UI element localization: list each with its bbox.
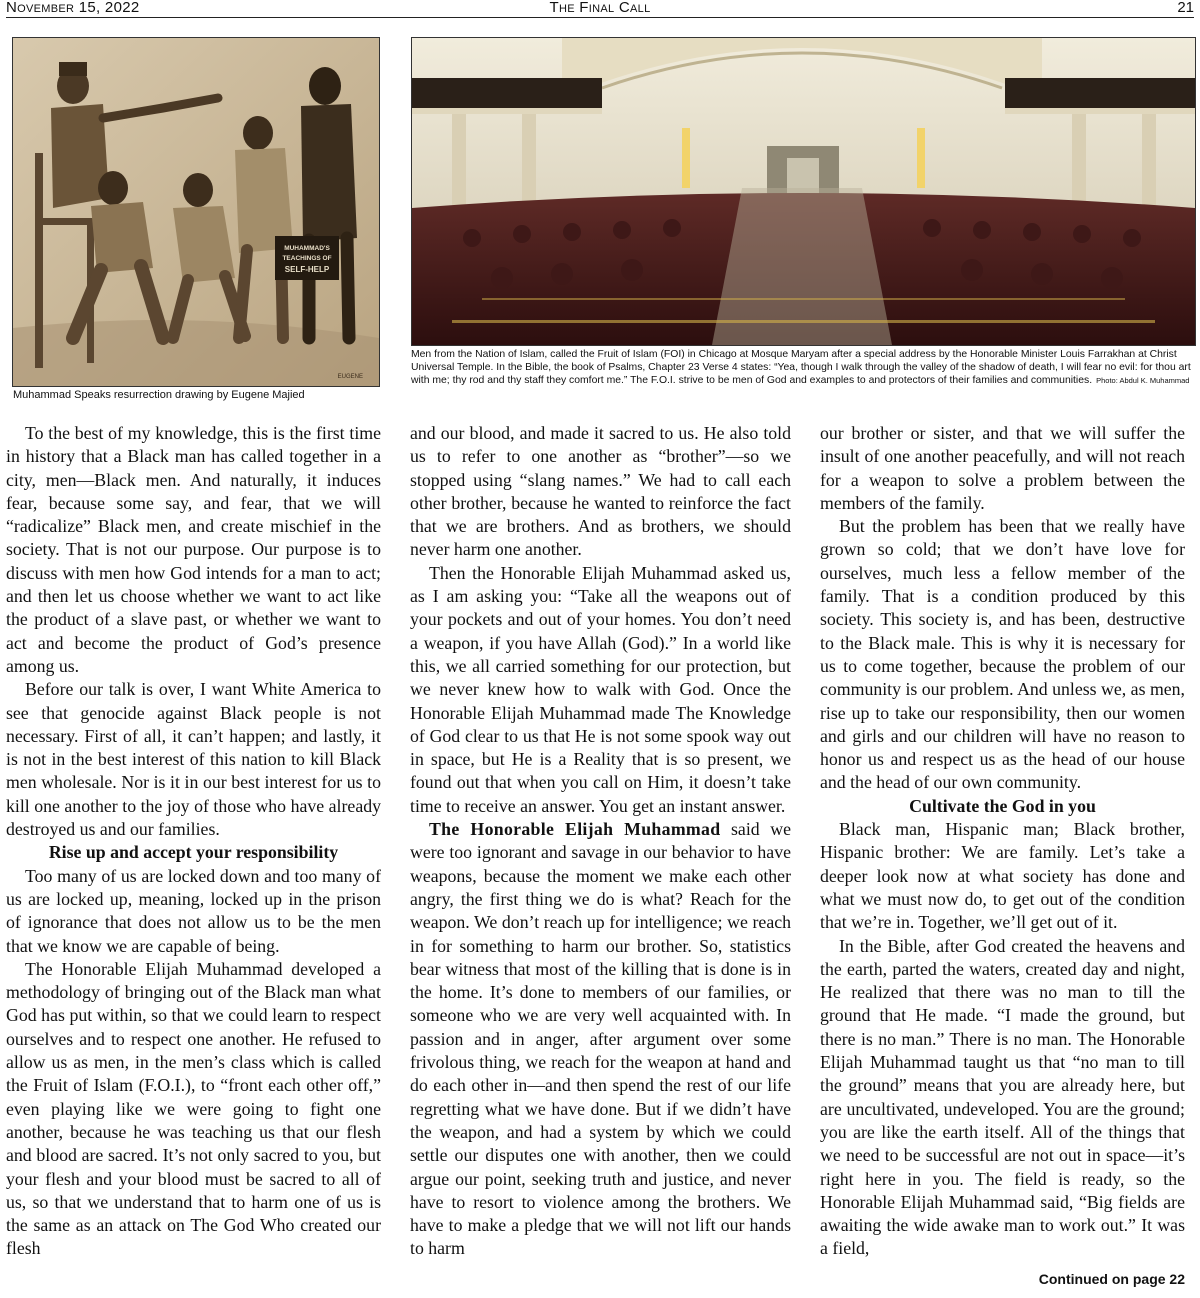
continued-on-page: Continued on page 22 (1038, 1271, 1185, 1287)
svg-text:MUHAMMAD'S: MUHAMMAD'S (284, 245, 330, 252)
foi-photo-image (412, 38, 1195, 345)
article-paragraph: In the Bible, after God created the heavens and the earth, parted the waters, created day and night, He realized that there was no man to till the ground that He made. “I made the ground, but there is no man.” There is no man. The Honorable Elijah Muhammad taught us that “no man to till the ground” means that you are already here, but are uncultivated, undeveloped. You are the ground; you are like the earth itself. All of the things that we need to be successful are not out in space—it’s right here in you. The field is ready, so the Honorable Elijah Muhammad said, “Big fields are awaiting the wide awake man to work out.” It was a field, (820, 935, 1185, 1259)
svg-text:TEACHINGS OF: TEACHINGS OF (282, 255, 332, 262)
article-paragraph: Before our talk is over, I want White America to see that genocide against Black people is not necessary. First of all, it can’t happen; and lastly, it is not in the best interest of this nation to kill Black men wholesale. Nor is it in our best interest for us to kill one another to the joy of those who have already destroyed us and our families. (6, 679, 381, 840)
photo-caption (411, 348, 1195, 387)
article-paragraph (410, 818, 791, 1261)
article-paragraph: and our blood, and made it sacred to us. He also told us to refer to one another as “brother”—so we stopped using “slang names.” We had to call each other brother, because he wanted to reinforce the fact that we are brothers. And as brothers, we should never harm one another. (410, 423, 791, 560)
resurrection-drawing (12, 37, 380, 387)
photo-caption-text: Men from the Nation of Islam, called the Fruit of Islam (FOI) in Chicago at Mosque Maryam after a special address by the Honorable Minister Louis Farrakhan at Christ Universal Temple. In the Bible, the book of Psalms, Chapter 23 Verse 4 states: “Yea, though I walk through the valley of the shadow of death, I will fear no evil: for thou art with me; thy rod and thy staff they comfort me.” The F.O.I. strive to be men of God and examples to and protectors of their families and communities. (411, 349, 1191, 386)
article-column-3 (820, 422, 1185, 1294)
page-number: 21 (1177, 0, 1194, 16)
article-paragraph: The Honorable Elijah Muhammad developed a methodology of bringing out of the Black man what God has put within, so that we could learn to respect ourselves and to respect one another. He refused to allow us as men, in the men’s class which is called the Fruit of Islam (F.O.I.), to “front each other off,” even playing like we were going to fight one another, because he was teaching us that our flesh and blood are sacred. It’s not only sacred to you, but your flesh and your blood must be sacred to all of us, so that we understand that to harm one of us is the same as an attack on The God Who created our flesh (6, 958, 381, 1259)
publication-name: The Final Call (549, 0, 651, 16)
article-paragraph: But the problem has been that we really have grown so cold; that we don’t have love for ourselves, much less a fellow member of the family. That is a condition produced by this society. This society is, and has been, destructive to the Black male. This is why it is necessary for us to come together, because the problem of our community is our problem. And unless we, as men, rise up to take our responsibility, then our women and girls and our children will have no reason to honor us and respect us as the head of our house and the head of our own community. (820, 516, 1185, 793)
article-paragraph: Too many of us are locked down and too many of us are locked up, meaning, locked up in the prison of ignorance that does not allow us to be the men that we know we are capable of being. (6, 865, 381, 956)
lead-in-bold: The Honorable Elijah Muhammad (429, 819, 721, 840)
article-column-1 (6, 422, 381, 1294)
photo-credit: Photo: Abdul K. Muhammad (1096, 376, 1190, 385)
paragraph-body: said we were too ignorant and savage in our behavior to have weapons, because the moment we make each other angry, the first thing we do is what? Reach for the weapon. We don’t reach up for intelligence; we reach in for something to harm our brother. So, statistics bear witness that most of the killing that is done is in the home. It’s done to members of our families, or someone who we are very well acquainted with. In passion and in anger, after argument over some frivolous thing, we reach for the weapon at hand and do each other in—and then spend the rest of our life regretting what we have done. But if we didn’t have the weapon, and had a system by which we could settle our disputes one with another, then we could argue our point, seeking truth and justice, and never have to resort to violence among the brothers. We have to make a pledge that we will not lift our hands to harm (410, 819, 791, 1259)
drawing-caption: Muhammad Speaks resurrection drawing by Eugene Majied (13, 389, 305, 401)
svg-text:SELF-HELP: SELF-HELP (284, 265, 330, 274)
page-header (6, 0, 1194, 18)
issue-date: November 15, 2022 (6, 0, 140, 16)
article-paragraph: Then the Honorable Elijah Muhammad asked us, as I am asking you: “Take all the weapons out of your pockets and out of your homes. You don’t need a weapon, if you have Allah (God).” In a world like this, we all carried something for our protection, but we never knew how to walk with God. Once the Honorable Elijah Muhammad made The Knowledge of God clear to us that He is not some spook way out in space, but He is a Reality that is so present, we found out that when you call on Him, it doesn’t take time to receive an answer. You get an instant answer. (410, 562, 791, 816)
article-paragraph: Black man, Hispanic man; Black brother, Hispanic brother: We are family. Let’s take a deeper look now at what society has done and what we must now do, to get out of the condition that we’re in. Together, we’ll get out of it. (820, 819, 1185, 933)
svg-text:EUGENE: EUGENE (337, 374, 363, 380)
article-column-2 (410, 422, 791, 1294)
drawing-illustration (13, 38, 379, 386)
subheading-cultivate: Cultivate the God in you (909, 795, 1096, 816)
article-paragraph: our brother or sister, and that we will suffer the insult of one another peacefully, and will not reach for a weapon to solve a problem between the members of the family. (820, 423, 1185, 513)
subheading-rise-up: Rise up and accept your responsibility (48, 842, 339, 863)
article-paragraph: To the best of my knowledge, this is the first time in history that a Black man has called together in a city, men—Black men. And naturally, it induces fear, because some say, and fear, that we will “radicalize” Black men, and create mischief in the society. That is not our purpose. Our purpose is to discuss with men how God intends for a man to act; and then let us choose whether we want to act like the product of a slave past, or whether we want to act and become the product of God’s presence among us. (6, 423, 381, 676)
foi-photo (411, 37, 1196, 346)
